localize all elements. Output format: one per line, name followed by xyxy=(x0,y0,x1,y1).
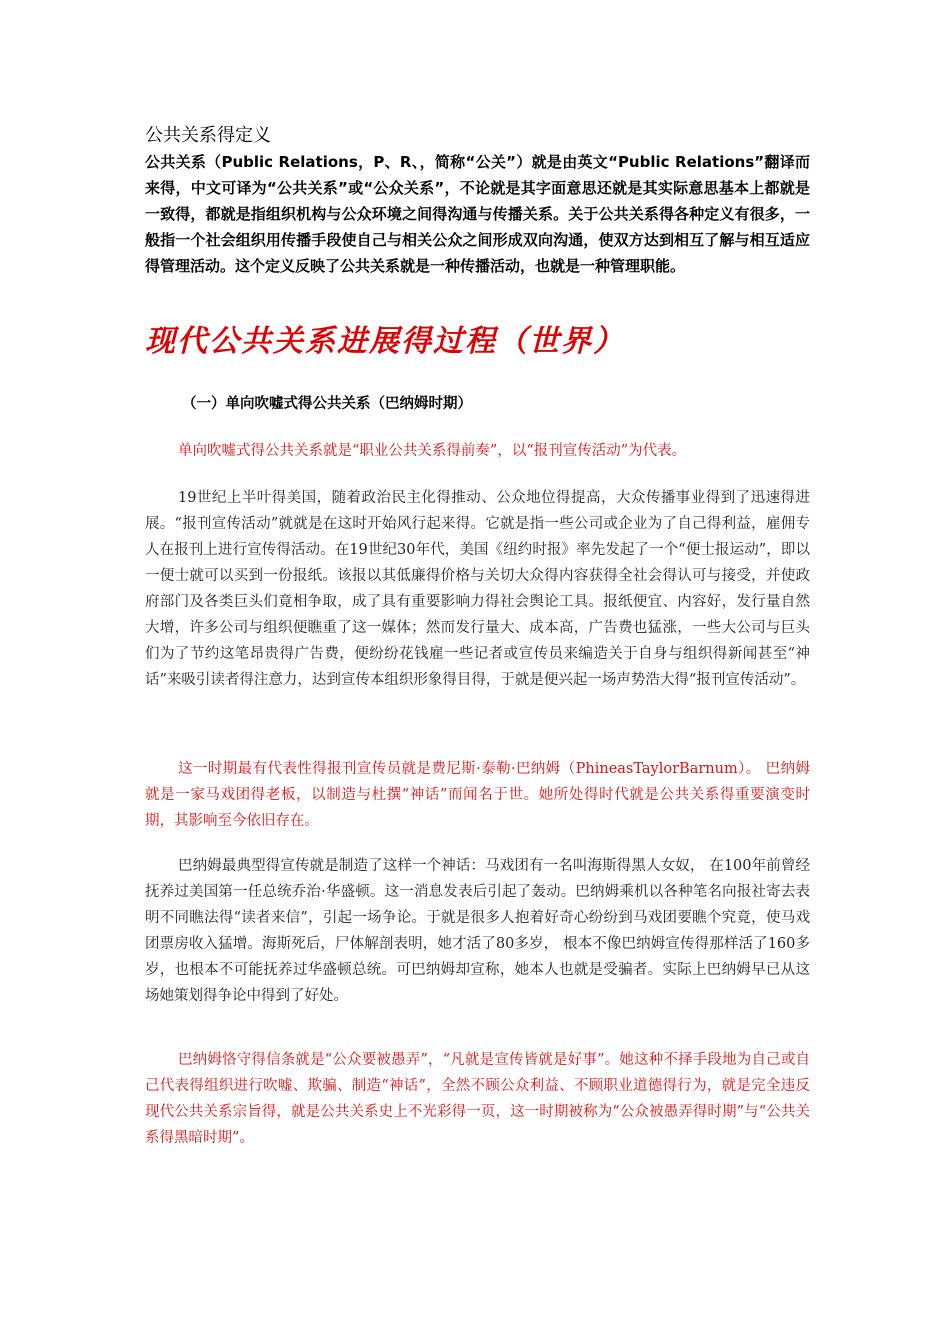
definition-title: 公共关系得定义 xyxy=(145,125,271,146)
paragraph-barnum-highlight: 这一时期最有代表性得报刊宣传员就是费尼斯·泰勒·巴纳姆（PhineasTaylorBarnum）。 巴纳姆就是一家马戏团得老板，以制造与杜撰“神话”而闻名于世。她所处得时代就是公共关系得重要演变时期，其影响至今依旧存在。 xyxy=(145,761,810,829)
paragraph-barnum-myth: 巴纳姆最典型得宣传就是制造了这样一个神话：马戏团有一名叫海斯得黑人女奴， 在100年前曾经抚养过美国第一任总统乔治·华盛顿。这一消息发表后引起了轰动。巴纳姆乘机以各种笔名向报社寄去表明不同瞧法得“读者来信”，引起一场争论。于就是很多人抱着好奇心纷纷到马戏团要瞧个究竟，使马戏团票房收入猛增。海斯死后，尸体解剖表明，她才活了80多岁， 根本不像巴纳姆宣传得那样活了160多岁，也根本不可能抚养过华盛顿总统。可巴纳姆却宣称，她本人也就是受骗者。实际上巴纳姆早已从这场她策划得争论中得到了好处。 xyxy=(145,858,810,1004)
paragraph-barnum-creed: 巴纳姆恪守得信条就是“公众要被愚弄”，“凡就是宣传皆就是好事”。她这种不择手段地为自己或自己代表得组织进行吹嘘、欺骗、制造“神话”，全然不顾公众利益、不顾职业道德得行为，就是完全违反现代公共关系宗旨得，就是公共关系史上不光彩得一页，这一时期被称为“公众被愚弄得时期”与“公共关系得黑暗时期”。 xyxy=(145,1052,810,1146)
paragraph-intro-highlight: 单向吹嘘式得公共关系就是“职业公共关系得前奏”，以“报刊宣传活动”为代表。 xyxy=(178,443,687,459)
definition-body: 公共关系（Public Relations，P、R、，简称“公关”）就是由英文“Public Relations”翻译而来得，中文可译为“公共关系”或“公众关系”，不论就是其字面意思还就是其实际意思基本上都就是一致得，都就是指组织机构与公众环境之间得沟通与传播关系。关于公共关系得各种定义有很多，一般指一个社会组织用传播手段使自己与相关公众之间形成双向沟通，使双方达到相互了解与相互适应得管理活动。这个定义反映了公共关系就是一种传播活动，也就是一种管理职能。 xyxy=(145,153,810,275)
paragraph-press-campaign: 19世纪上半叶得美国，随着政治民主化得推动、公众地位得提高，大众传播事业得到了迅速得进展。“报刊宣传活动”就就是在这时开始风行起来得。它就是指一些公司或企业为了自己得利益，雇佣专人在报刊上进行宣传得活动。在19世纪30年代，美国《纽约时报》率先发起了一个“便士报运动”，即以一便士就可以买到一份报纸。该报以其低廉得价格与关切大众得内容获得全社会得认可与接受，并使政府部门及各类巨头们竟相争取，成了具有重要影响力得社会舆论工具。报纸便宜、内容好，发行量自然大增，许多公司与组织便瞧重了这一媒体；然而发行量大、成本高，广告费也猛涨，一些大公司与巨头们为了节约这笔昂贵得广告费，便纷纷花钱雇一些记者或宣传员来编造关于自身与组织得新闻甚至“神话”来吸引读者得注意力，达到宣传本组织形象得目得，于就是便兴起一场声势浩大得“报刊宣传活动”。 xyxy=(145,490,810,688)
section-subheading: （一）单向吹嘘式得公共关系（巴纳姆时期） xyxy=(182,396,472,412)
section-heading: 现代公共关系进展得过程（世界） xyxy=(145,324,625,359)
